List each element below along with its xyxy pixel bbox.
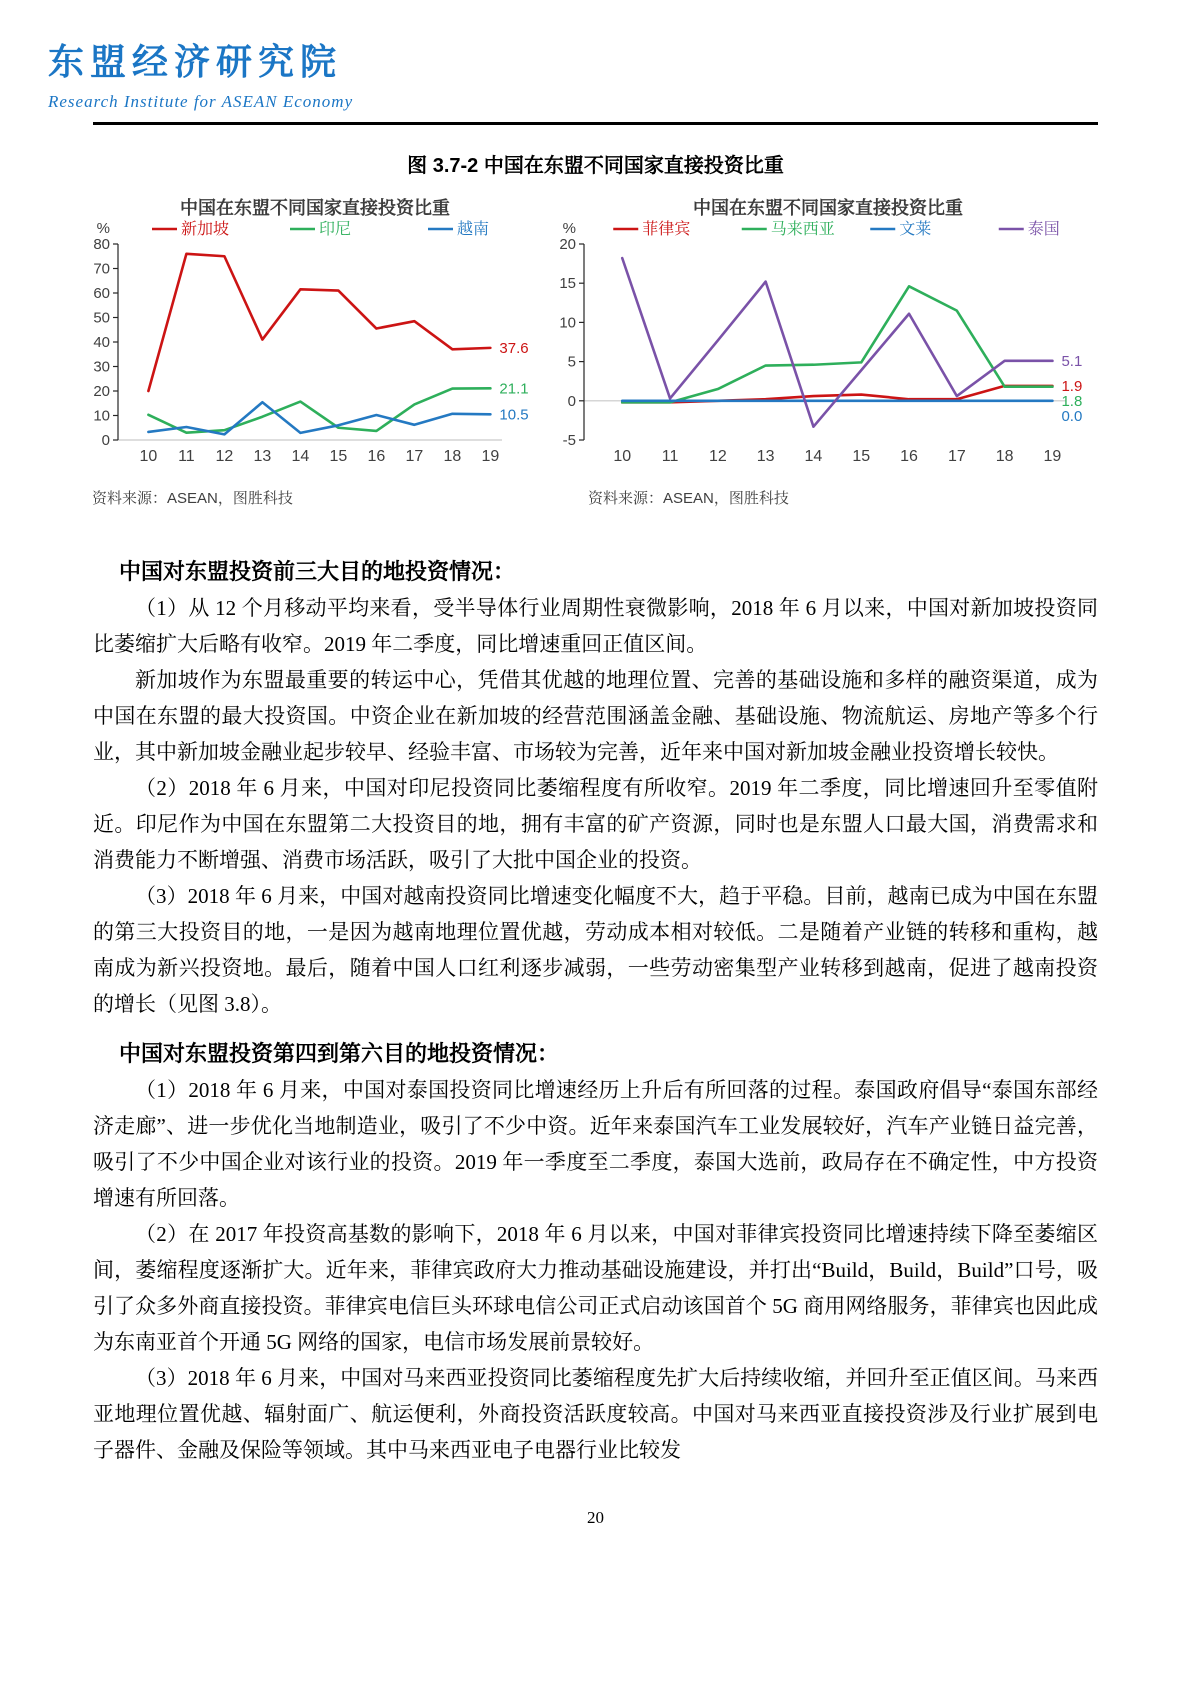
legend-label-文莱: 文莱 [899, 221, 932, 238]
x-tick-label: 19 [481, 448, 500, 465]
paragraph: （1）2018 年 6 月来，中国对泰国投资同比增速经历上升后有所回落的过程。泰国政府倡导“泰国东部经济走廊”、进一步优化当地制造业，吸引了不少中资。近年来泰国汽车工业发展较好，汽车产业链日益完善，吸引了不少中国企业对该行业的投资。2019 年一季度至二季度，泰国大选前，政局存在不确定性，中方投资增速有所回落。 [93, 1078, 1098, 1210]
y-tick-label: 0 [567, 392, 576, 410]
end-value-label: 1.9 [1061, 377, 1083, 395]
header [0, 0, 1191, 112]
x-tick-label: 11 [178, 448, 195, 465]
legend-label-泰国: 泰国 [1027, 221, 1060, 238]
y-tick-label: 70 [93, 260, 110, 278]
y-tick-label: 60 [93, 285, 110, 302]
chart-top3-destinations [88, 194, 542, 508]
end-value-label: 37.6 [499, 339, 529, 357]
legend-label-印尼: 印尼 [319, 221, 352, 238]
x-tick-label: 15 [852, 448, 871, 465]
chart-title: 中国在东盟不同国家直接投资比重 [693, 198, 963, 218]
y-tick-label: 15 [559, 275, 576, 293]
legend-label-马来西亚: 马来西亚 [770, 221, 835, 238]
end-value-label: 21.1 [499, 380, 529, 398]
y-tick-label: 20 [559, 236, 576, 253]
figure-caption: 图 3.7-2 中国在东盟不同国家直接投资比重 [407, 155, 784, 177]
x-tick-label: 13 [253, 448, 272, 465]
legend-label-越南: 越南 [457, 221, 490, 238]
x-tick-label: 13 [756, 448, 775, 465]
x-tick-label: 18 [995, 448, 1014, 465]
end-value-label: 1.8 [1061, 392, 1083, 410]
legend-label-新加坡: 新加坡 [181, 221, 230, 238]
x-tick-label: 14 [291, 448, 310, 465]
x-tick-label: 12 [708, 448, 727, 465]
y-tick-label: 20 [93, 383, 110, 400]
chart-line-印尼 [148, 388, 490, 432]
y-tick-label: 10 [559, 314, 576, 332]
legend-label-菲律宾: 菲律宾 [642, 221, 691, 238]
end-value-label: 5.1 [1061, 352, 1083, 370]
section-heading-top3: 中国对东盟投资前三大目的地投资情况： [119, 559, 516, 584]
x-tick-label: 17 [405, 448, 424, 465]
x-tick-label: 12 [215, 448, 234, 465]
x-tick-label: 18 [443, 448, 462, 465]
chart-line-马来西亚 [622, 286, 1052, 402]
x-tick-label: 16 [367, 448, 386, 465]
x-tick-label: 16 [900, 448, 918, 465]
paragraph: （3）2018 年 6 月来，中国对马来西亚投资同比萎缩程度先扩大后持续收缩，并回升至正值区间。马来西亚地理位置优越、辐射面广、航运便利，外商投资活跃度较高。中国对马来西亚直接投资涉及行业扩展到电子器件、金融及保险等领域。其中马来西亚电子电器行业比较发 [93, 1366, 1098, 1462]
end-value-label: 0.0 [1061, 407, 1083, 425]
paragraph: 新加坡作为东盟最重要的转运中心，凭借其优越的地理位置、完善的基础设施和多样的融资渠道，成为中国在东盟的最大投资国。中资企业在新加坡的经营范围涵盖金融、基础设施、物流航运、房地产等多个行业，其中新加坡金融业起步较早、经验丰富、市场较为完善，近年来中国对新加坡金融业投资增长较快。 [93, 668, 1098, 764]
figure-row [88, 194, 1105, 508]
page-number: 20 [587, 1508, 604, 1527]
y-tick-label: 0 [101, 432, 110, 449]
chart-line-越南 [148, 402, 490, 434]
y-tick-label: 30 [93, 358, 110, 376]
paragraph: （2）在 2017 年投资高基数的影响下，2018 年 6 月以来，中国对菲律宾投资同比增速持续下降至萎缩区间，萎缩程度逐渐扩大。近年来，菲律宾政府大力推动基础设施建设，并打出“Build，Build，Build”口号，吸引了众多外商直接投资。菲律宾电信巨头环球电信公司正式启动该国首个 5G 商用网络服务，菲律宾也因此成为东南亚首个开通 5G 网络的国家，电信市场发展前景较好。 [93, 1222, 1098, 1354]
chart-line-新加坡 [148, 254, 490, 391]
chart-title: 中国在东盟不同国家直接投资比重 [180, 198, 450, 218]
y-tick-label: 80 [93, 236, 110, 253]
chart-source: 资料来源：ASEAN，图胜科技 [588, 490, 789, 507]
section-heading-4-to-6: 中国对东盟投资第四到第六目的地投资情况： [119, 1041, 560, 1066]
paragraph: （2）2018 年 6 月来，中国对印尼投资同比萎缩程度有所收窄。2019 年二季度，同比增速回升至零值附近。印尼作为中国在东盟第二大投资目的地，拥有丰富的矿产资源，同时也是东盟人口最大国，消费需求和消费能力不断增强、消费市场活跃，吸引了大批中国企业的投资。 [93, 776, 1098, 872]
institute-logo-text: 东盟经济研究院 [48, 41, 343, 82]
x-tick-label: 10 [613, 448, 632, 465]
x-tick-label: 17 [947, 448, 966, 465]
x-tick-label: 19 [1043, 448, 1062, 465]
y-tick-label: 40 [93, 334, 110, 351]
line-chart-philippines-malaysia-brunei-thailand [548, 218, 1108, 480]
header-divider [93, 122, 1098, 125]
body-text [93, 554, 1098, 1468]
page-footer [0, 1508, 1191, 1528]
paragraph: （1）从 12 个月移动平均来看，受半导体行业周期性衰微影响，2018 年 6 月以来，中国对新加坡投资同比萎缩扩大后略有收窄。2019 年二季度，同比增速重回正值区间。 [93, 596, 1098, 656]
end-value-label: 10.5 [499, 406, 529, 424]
chart-destinations-4-to-6 [548, 194, 1108, 508]
x-tick-label: 15 [329, 448, 348, 465]
chart-source: 资料来源：ASEAN，图胜科技 [92, 490, 293, 507]
y-axis-unit-label: % [562, 220, 576, 237]
x-tick-label: 11 [661, 448, 679, 465]
x-tick-label: 14 [804, 448, 823, 465]
y-axis-unit-label: % [96, 220, 110, 237]
y-tick-label: -5 [562, 432, 576, 449]
line-chart-singapore-indonesia-vietnam [88, 218, 542, 480]
paragraph: （3）2018 年 6 月来，中国对越南投资同比增速变化幅度不大，趋于平稳。目前，越南已成为中国在东盟的第三大投资目的地，一是因为越南地理位置优越，劳动成本相对较低。二是随着产业链的转移和重构，越南成为新兴投资地。最后，随着中国人口红利逐步减弱，一些劳动密集型产业转移到越南，促进了越南投资的增长（见图 3.8）。 [93, 884, 1098, 1016]
institute-logo-subtitle: Research Institute for ASEAN Economy [48, 92, 354, 111]
y-tick-label: 5 [567, 353, 576, 371]
x-tick-label: 10 [139, 448, 158, 465]
y-tick-label: 50 [93, 309, 110, 327]
y-tick-label: 10 [93, 407, 110, 425]
